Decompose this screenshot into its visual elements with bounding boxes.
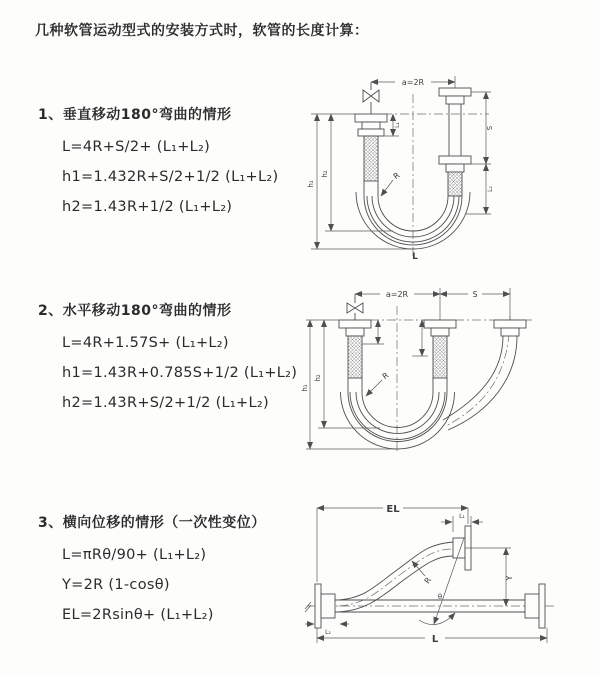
radius-callout	[381, 170, 402, 196]
formula-line: h2=1.43R+S/2+1/2 (L₁+L₂)	[62, 395, 269, 411]
dim-label-l: L	[431, 634, 439, 645]
dimension-y	[465, 548, 514, 606]
dim-label-a2r: a=2R	[385, 290, 409, 299]
radius-callout	[366, 370, 391, 396]
left-flange	[315, 584, 335, 628]
dim-label-s: S	[486, 125, 494, 131]
dimension-l2	[465, 164, 494, 214]
section-3	[38, 512, 313, 630]
diagram-1-vertical-180-bend	[303, 66, 593, 261]
section-3-heading: 3、横向位移的情形（一次性变位）	[38, 515, 266, 531]
centerlines	[307, 549, 555, 606]
dimension-a2r	[355, 288, 440, 299]
section-2-heading: 2、水平移动180°弯曲的情形	[38, 303, 232, 319]
section-1	[38, 104, 313, 222]
dim-label-l1: L₁	[394, 122, 401, 128]
formula-line: h1=1.43R+0.785S+1/2 (L₁+L₂)	[62, 365, 298, 381]
formula-line: L=4R+1.57S+ (L₁+L₂)	[62, 335, 229, 351]
radius-label: R	[380, 370, 391, 382]
hose-arcs	[341, 336, 518, 449]
page-title: 几种软管运动型式的安装方式时，软管的长度计算：	[35, 23, 369, 39]
right-flange-original	[525, 584, 545, 628]
dim-label-h2: h₂	[321, 170, 329, 178]
angle-label: θ	[437, 593, 443, 601]
hose-s-curve	[339, 542, 453, 612]
section-2	[38, 300, 313, 418]
formula-line: L=πRθ/90+ (L₁+L₂)	[62, 547, 207, 563]
left-pipe-assembly	[339, 320, 371, 378]
dimension-a2r	[371, 76, 455, 87]
right-pipe-assembly	[439, 76, 471, 196]
fitting-dimension-marks	[362, 320, 428, 356]
section-1-heading: 1、垂直移动180°弯曲的情形	[38, 107, 232, 123]
dim-label-h1: h₁	[301, 384, 309, 392]
dimension-l1	[441, 513, 483, 532]
dim-label-l2: L₂	[487, 186, 494, 192]
right-pipe-assembly	[494, 288, 526, 336]
formula-line: h2=1.43R+1/2 (L₁+L₂)	[62, 199, 233, 215]
dim-label-y: Y	[505, 575, 514, 581]
dim-label-el: EL	[386, 504, 400, 515]
dim-label-l2: L₂	[325, 629, 331, 636]
radius-label: R	[422, 575, 434, 586]
dimension-l	[317, 628, 547, 645]
dim-label-s: S	[472, 290, 478, 299]
dim-label-h2: h₂	[314, 374, 322, 382]
dim-label-h1: h₁	[307, 180, 315, 188]
dim-label-l1: L₁	[459, 513, 465, 520]
valve-icon	[363, 82, 379, 114]
dimension-s	[440, 288, 510, 299]
left-pipe-assembly	[355, 114, 387, 181]
diagram-3-lateral-displacement	[303, 498, 598, 648]
dimension-s	[471, 92, 494, 164]
break-mark	[305, 602, 311, 612]
radius-label: R	[391, 170, 402, 182]
dim-label-a2r: a=2R	[401, 78, 425, 87]
diagram-2-horizontal-180-bend	[300, 280, 595, 455]
formula-line: Y=2R (1-cosθ)	[62, 577, 170, 593]
valve-icon	[347, 294, 363, 320]
length-label: L	[412, 252, 418, 261]
formula-line: EL=2Rsinθ+ (L₁+L₂)	[62, 607, 214, 623]
formula-line: h1=1.432R+S/2+1/2 (L₁+L₂)	[62, 169, 279, 185]
formula-line: L=4R+S/2+ (L₁+L₂)	[62, 139, 211, 155]
dimension-l2	[305, 624, 349, 636]
middle-pipe-assembly	[424, 288, 456, 378]
